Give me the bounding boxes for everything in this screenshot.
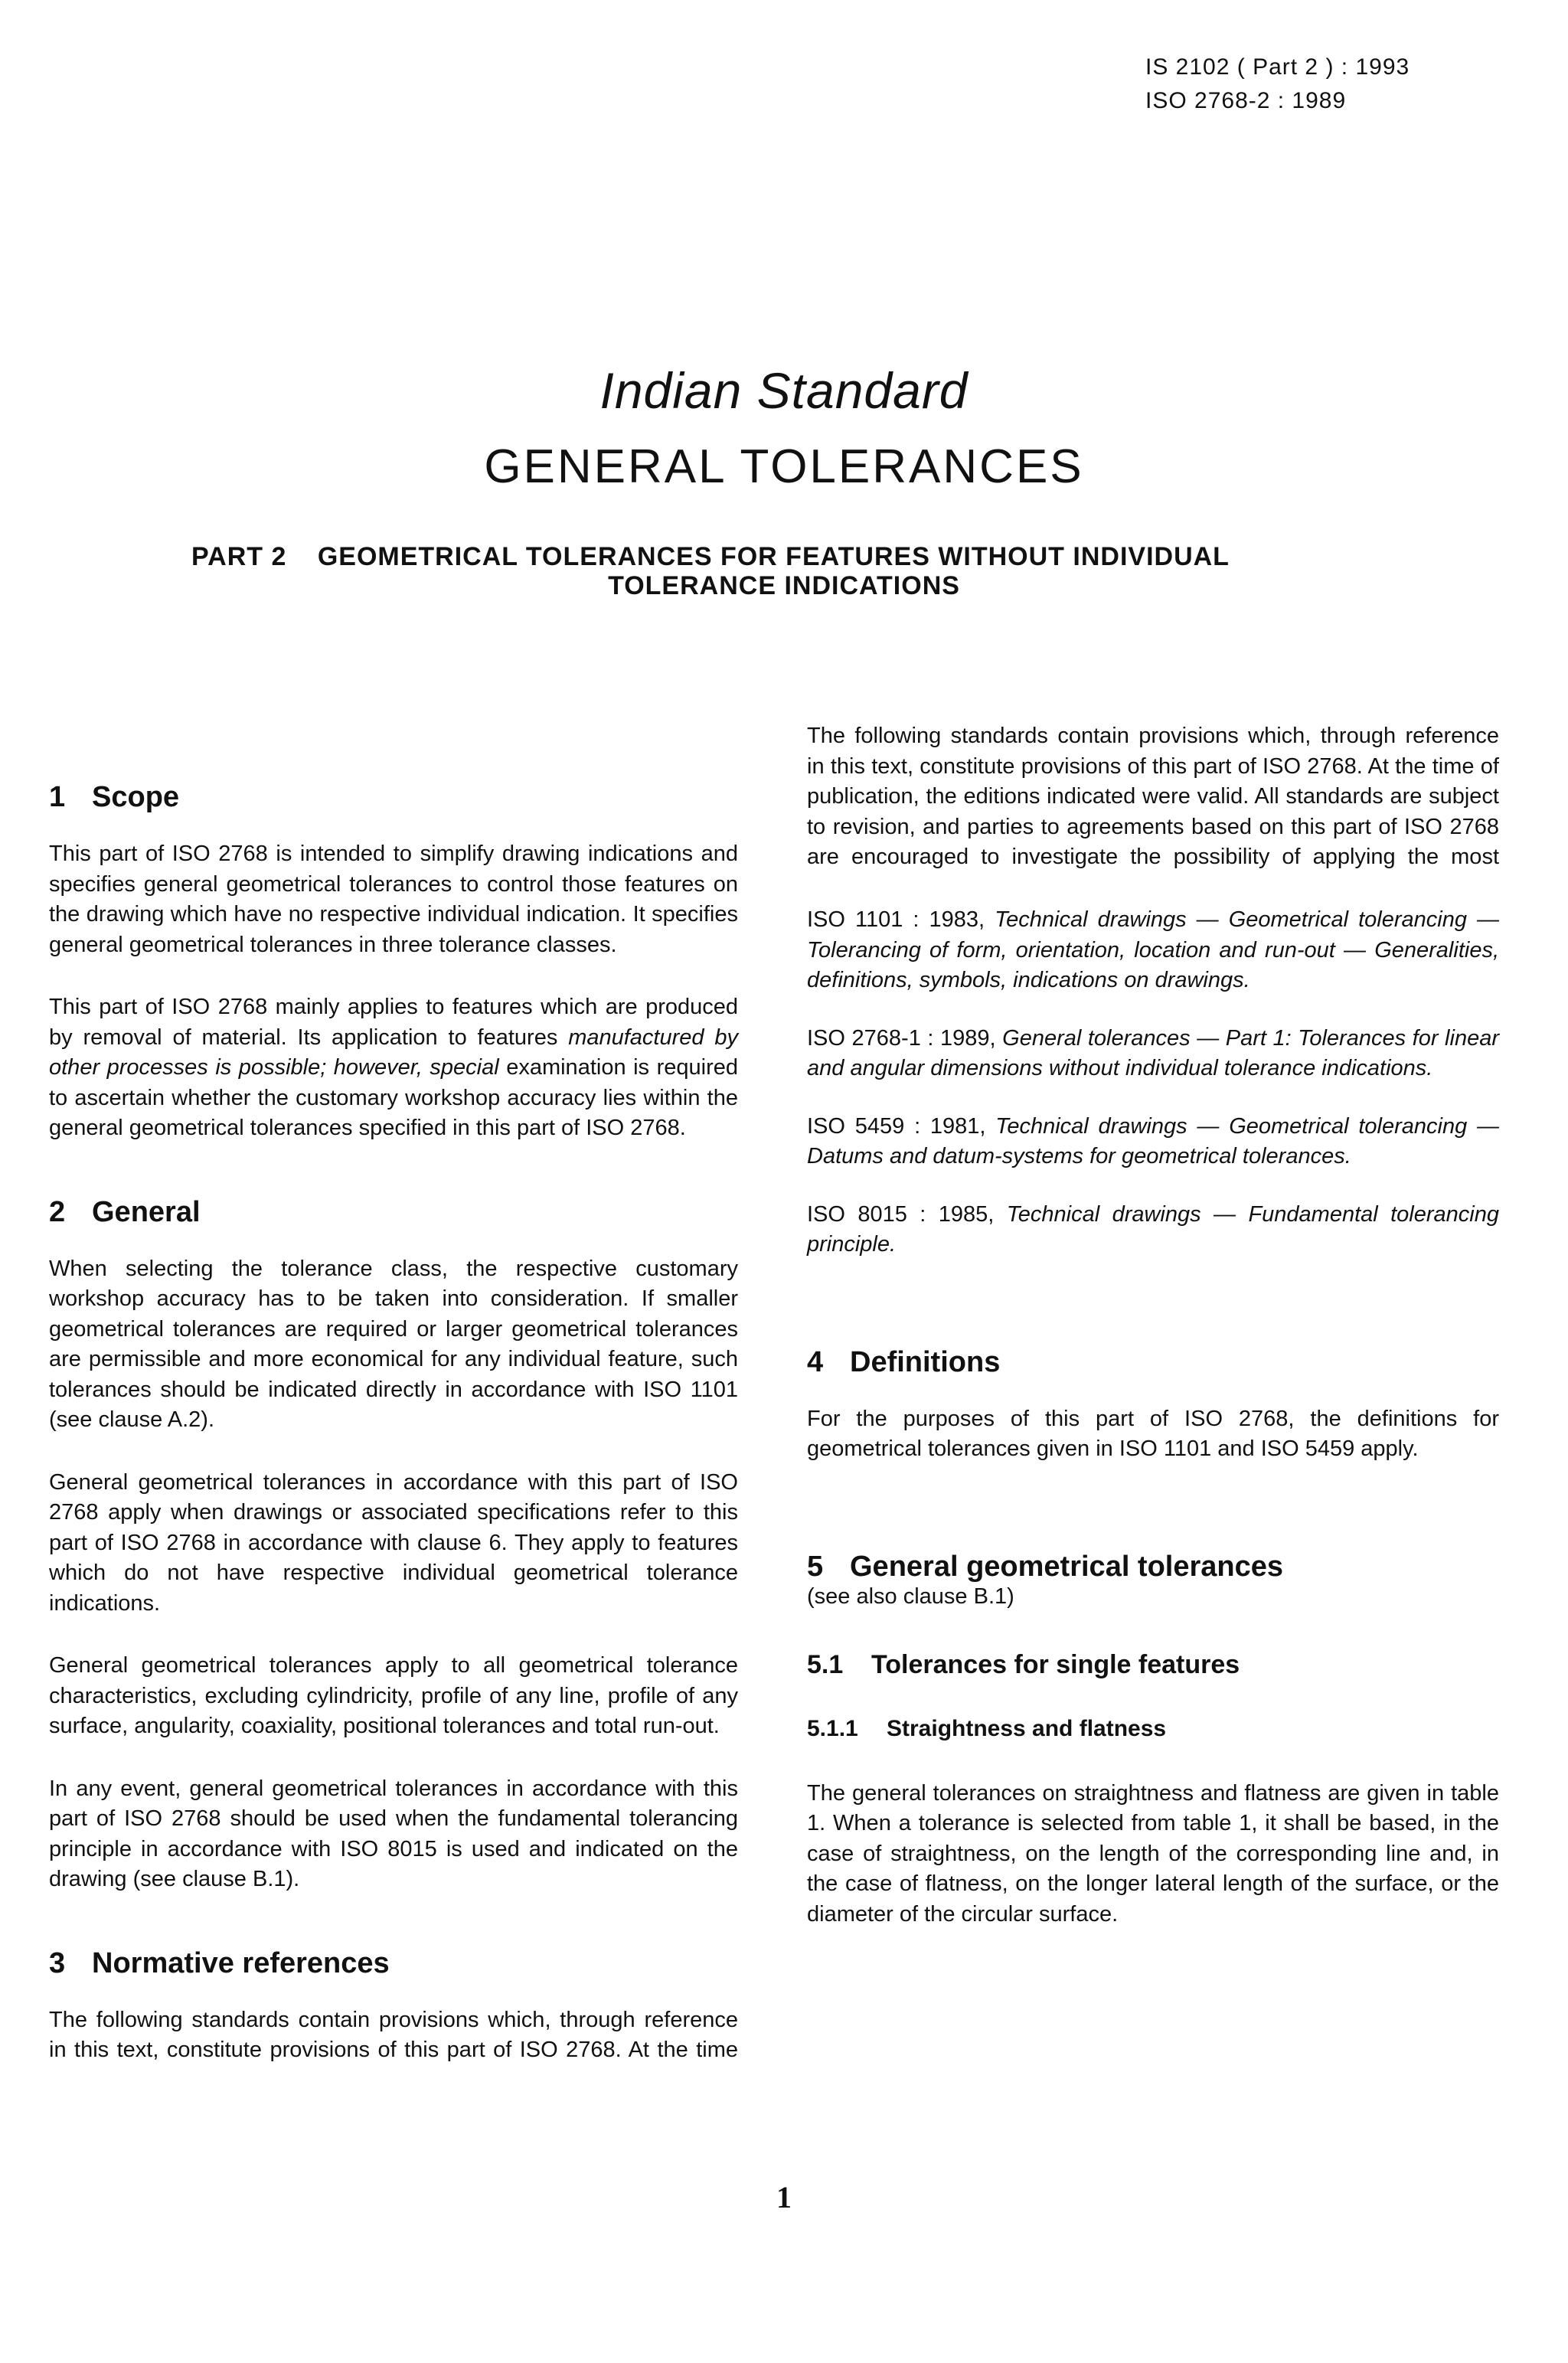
straightness-paragraph: The general tolerances on straightness and flatness are given in table 1. When a tolerance is selected from table 1, it shall be based, in the case of straightness, on the length of the corresponding line and, in the case of flatness, on the longer lateral length of the surface, or the diameter of the circular surface. — [807, 1780, 1499, 1927]
part-title — [191, 542, 1230, 572]
document-title: GENERAL TOLERANCES — [484, 440, 1084, 493]
standard-label: Indian Standard — [599, 362, 969, 419]
general-paragraph-2: General geometrical tolerances in accordance with this part of ISO 2768 apply when drawings or associated specifications refer to this part of ISO 2768 in accordance with clause 6. They apply to features which do not have respective individual geometrical tolerance indications. — [49, 1469, 738, 1616]
general-paragraph-3: General geometrical tolerances apply to all geometrical tolerance characteristics, excluding cylindricity, profile of any line, profile of any surface, angularity, coaxiality, positional tolerances and total run-out. — [49, 1653, 738, 1738]
section-heading-scope: 1 Scope — [49, 781, 180, 813]
part-title-line2: TOLERANCE INDICATIONS — [608, 571, 960, 600]
section-heading-general: 2 General — [49, 1195, 201, 1228]
section-heading-definitions: 4 Definitions — [807, 1345, 1001, 1378]
definitions-paragraph: For the purposes of this part of ISO 2768, the definitions for geometrical tolerances given in ISO 1101 and ISO 5459 apply. — [807, 1406, 1499, 1461]
part-title-line1: GEOMETRICAL TOLERANCES FOR FEATURES WITHOUT INDIVIDUAL — [317, 542, 1230, 571]
reference-item: ISO 1101 : 1983, Technical drawings — Geometrical tolerancing — Tolerancing of form, orientation, location and run-out — Generalities, definitions, symbols, indications on drawings. — [807, 907, 1499, 992]
designation-iso: ISO 2768-2 : 1989 — [1145, 88, 1347, 113]
scope-paragraph-1: This part of ISO 2768 is intended to simplify drawing indications and specifies general geometrical tolerances to control those features on the drawing which have no respective individual indication. It specifies general geometrical tolerances in three tolerance classes. — [49, 842, 738, 957]
section-heading-normative: 3 Normative references — [49, 1946, 390, 1979]
designation-is: IS 2102 ( Part 2 ) : 1993 — [1145, 54, 1410, 80]
general-paragraph-4: In any event, general geometrical tolerances in accordance with this part of ISO 2768 should be used when the fundamental tolerancing principle in accordance with ISO 8015 is used and indicated on the drawing (see clause B.1). — [49, 1776, 738, 1891]
page-number: 1 — [776, 2180, 792, 2214]
reference-item: ISO 8015 : 1985, Technical drawings — Fundamental tolerancing principle. — [807, 1201, 1499, 1257]
general-paragraph-1: When selecting the tolerance class, the respective customary workshop accuracy has to be taken into consideration. If smaller geometrical tolerances are required or larger geometrical tolerances are permissible and more economical for any individual feature, such tolerances should be indicated directly in accordance with ISO 1101 (see clause A.2). — [49, 1256, 738, 1432]
subsection-heading-5-1-1: 5.1.1 Straightness and flatness — [807, 1715, 1167, 1741]
right-column — [807, 724, 1499, 1962]
reference-item: ISO 2768-1 : 1989, General tolerances — Part 1: Tolerances for linear and angular dimensions without individual tolerance indications. — [807, 1025, 1499, 1080]
normative-paragraph-continued: The following standards contain provisions which, through reference in this text, constitute provisions of this part of ISO 2768. At the time of publication, the editions indicated were valid. All standards are subject to revision, and parties to agreements based on this part of ISO 2768 are encouraged to investigate the possibility of applying the most — [807, 724, 1499, 869]
section-heading-general-geometrical: 5 General geometrical tolerances — [807, 1550, 1284, 1583]
see-also-note: (see also clause B.1) — [807, 1584, 1014, 1609]
title-block — [0, 360, 1568, 496]
scope-paragraph-2: This part of ISO 2768 mainly applies to features which are produced by removal of material. Its application to features manufactured by other processes is possible; however, special examination is required to ascertain whether the customary workshop accuracy lies within the general geometrical tolerances specified in this part of ISO 2768. — [49, 995, 739, 1140]
part-label: PART 2 — [191, 542, 287, 571]
reference-item: ISO 5459 : 1981, Technical drawings — Geometrical tolerancing — Datums and datum-systems for geometrical tolerances. — [807, 1113, 1499, 1168]
left-column — [49, 778, 738, 2099]
normative-paragraph-1: The following standards contain provisions which, through reference in this text, constitute provisions of this part of ISO 2768. At the time — [49, 2007, 738, 2062]
subsection-heading-5-1: 5.1 Tolerances for single features — [807, 1649, 1240, 1679]
standard-designation — [1145, 51, 1410, 118]
